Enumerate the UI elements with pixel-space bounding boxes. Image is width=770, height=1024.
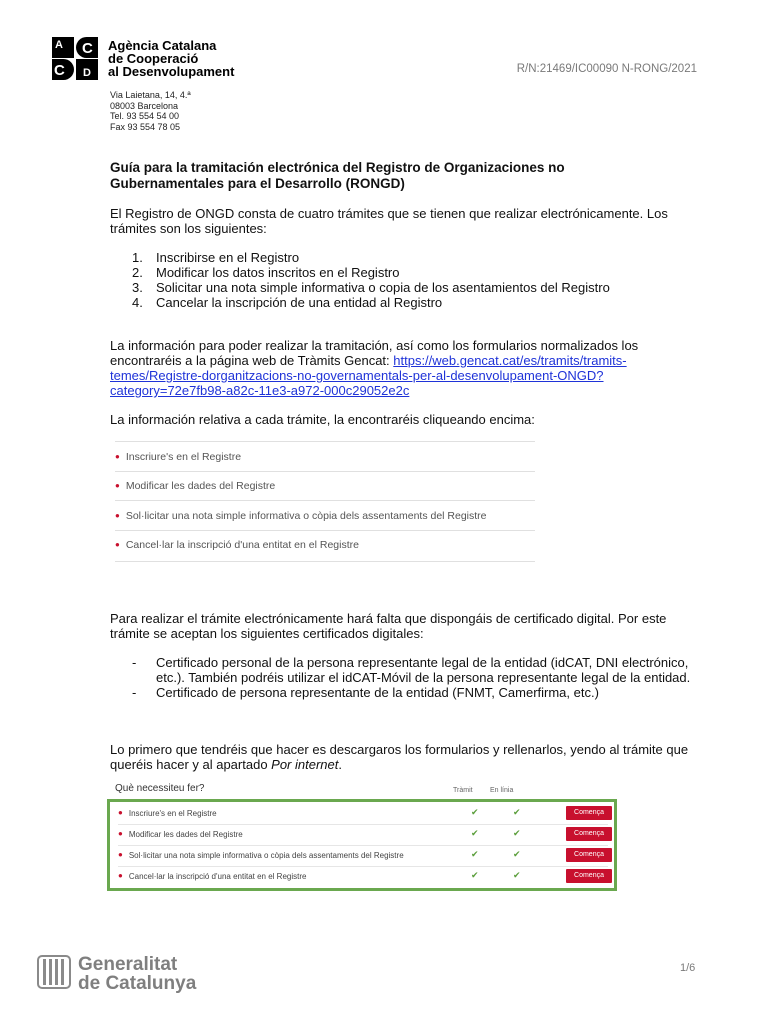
certificate-list: [132, 655, 692, 700]
tramits-table: [107, 799, 617, 891]
tramit-link[interactable]: ● Sol·licitar una nota simple informativa o còpia dels assentaments del Registre: [115, 510, 487, 522]
address-line: 08003 Barcelona: [110, 100, 179, 111]
generalitat-icon: [37, 955, 71, 989]
table-row: ● Inscriure's en el Registre ✔ ✔ Comença: [118, 804, 608, 825]
list-item: 3. Solicitar una nota simple informativa o copia de los asentamientos del Registro: [132, 280, 610, 295]
start-button[interactable]: Comença: [566, 848, 612, 862]
info-paragraph-2: La información relativa a cada trámite, la encontraréis cliqueando encima:: [110, 412, 535, 427]
column-header: En línia: [490, 787, 514, 794]
tramit-link[interactable]: ● Cancel·lar la inscripció d'una entitat en el Registre: [115, 539, 359, 551]
check-icon: ✔: [471, 849, 479, 859]
generalitat-name: Generalitat de Catalunya: [78, 954, 197, 994]
check-icon: ✔: [513, 828, 521, 838]
acd-logo: [52, 37, 98, 80]
intro-paragraph: El Registro de ONGD consta de cuatro trámites que se tienen que realizar electrónicamente. Los trámites son los siguientes:: [110, 206, 668, 236]
org-line: al Desenvolupament: [108, 64, 235, 79]
check-icon: ✔: [471, 828, 479, 838]
tramits-table-screenshot: [107, 783, 621, 895]
list-item: 4. Cancelar la inscripción de una entidad al Registro: [132, 295, 443, 310]
list-item: - Certificado de persona representante de la entidad (FNMT, Camerfirma, etc.): [132, 685, 599, 700]
check-icon: ✔: [471, 870, 479, 880]
organization-name: [108, 39, 234, 78]
download-paragraph: Lo primero que tendréis que hacer es descargaros los formularios y rellenarlos, yendo al trámite que queréis hacer y al apartado Por internet.: [110, 742, 689, 772]
tramit-link[interactable]: ● Modificar les dades del Registre: [115, 480, 276, 492]
page-number: 1/6: [680, 962, 696, 974]
table-row: ● Modificar les dades del Registre ✔ ✔ Comença: [118, 825, 608, 846]
column-header: Tràmit: [453, 787, 473, 794]
check-icon: ✔: [513, 870, 521, 880]
table-row: ● Sol·licitar una nota simple informativa o còpia dels assentaments del Registre ✔ ✔ Comença: [118, 846, 608, 867]
address-line: Tel. 93 554 54 00: [110, 111, 180, 121]
info-paragraph: La información para poder realizar la tramitación, así como los formularios normalizados los encontraréis a la página web de Tràmits Gencat: https://web.gencat.cat/es/tramits/tramits-temes/Registre-dorganitzacions-no-governamentals-per-al-desenvolupament-ONGD?category=72e7fb98-a82c-11e3-a972-000c29052e2c: [110, 338, 639, 398]
check-icon: ✔: [471, 807, 479, 817]
logo-letter-a: A: [52, 37, 74, 58]
start-button[interactable]: Comença: [566, 869, 612, 883]
start-button[interactable]: Comença: [566, 827, 612, 841]
org-line: Agència Catalana: [108, 38, 217, 53]
logo-letter-c-top: C: [76, 37, 98, 58]
gencat-link[interactable]: https://web.gencat.cat/es/tramits/tramits-temes/Registre-dorganitzacions-no-governamentals-per-al-desenvolupament-ONGD?category=72e7fb98-a82c-11e3-a972-000c29052e2c: [110, 353, 627, 398]
tramits-list-screenshot: [115, 441, 535, 562]
document-title: Guía para la tramitación electrónica del Registro de Organizaciones no Gubernamentales para el Desarrollo (RONGD): [110, 160, 565, 191]
table-title: Què necessiteu fer?: [115, 783, 205, 794]
address-block: [110, 90, 191, 132]
steps-list: [132, 250, 610, 310]
logo-letter-d: D: [76, 59, 98, 80]
list-item: 2. Modificar los datos inscritos en el Registro: [132, 265, 400, 280]
address-line: Fax 93 554 78 05: [110, 121, 181, 132]
check-icon: ✔: [513, 807, 521, 817]
tramit-link[interactable]: ● Inscriure's en el Registre: [115, 451, 242, 463]
list-item: - Certificado personal de la persona representante legal de la entidad (idCAT, DNI electrónico, etc.). También podréis utilizar el idCAT-Móvil de la persona representante legal de la entidad.: [132, 655, 691, 685]
start-button[interactable]: Comença: [566, 806, 612, 820]
table-row: ● Cancel·lar la inscripció d'una entitat en el Registre ✔ ✔ Comença: [118, 867, 608, 887]
org-line: de Cooperació: [108, 51, 199, 66]
certificate-paragraph: Para realizar el trámite electrónicamente hará falta que dispongáis de certificado digital. Por este trámite se aceptan los siguientes certificados digitales:: [110, 611, 667, 641]
logo-letter-c-bottom: C: [52, 59, 74, 80]
list-item: 1. Inscribirse en el Registro: [132, 250, 300, 265]
address-line: Via Laietana, 14, 4.ª: [110, 90, 191, 100]
reference-number: R/N:21469/IC00090 N-RONG/2021: [516, 63, 697, 75]
check-icon: ✔: [513, 849, 521, 859]
